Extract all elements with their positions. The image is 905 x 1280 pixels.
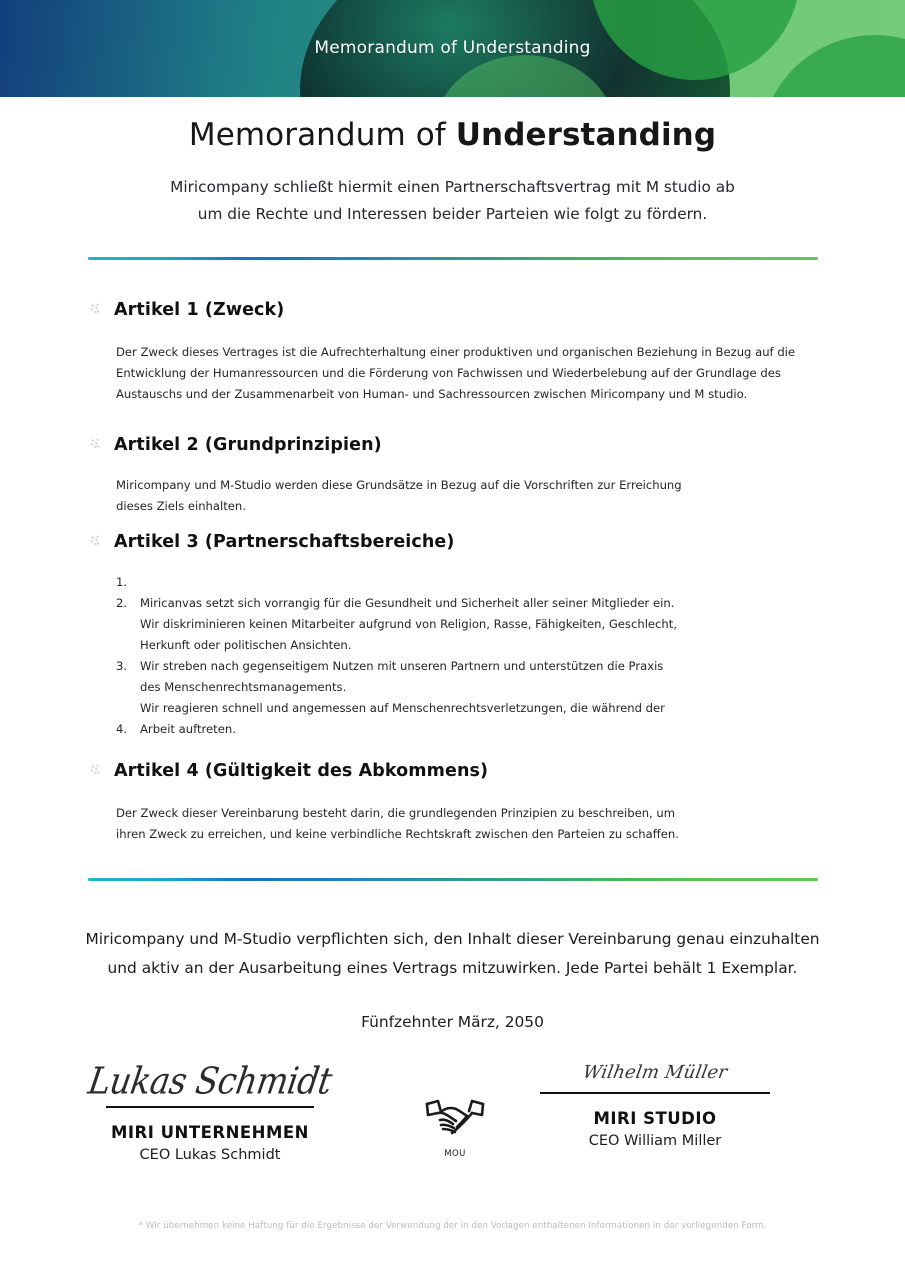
divider-bottom — [88, 878, 818, 881]
closing-line-2: und aktiv an der Ausarbeitung eines Vertrags mitzuwirken. Jede Partei behält 1 Exemplar. — [107, 959, 798, 977]
sparkle-icon — [89, 763, 107, 781]
list-marker-1: 1. — [116, 575, 128, 589]
closing-line-1: Miricompany und M-Studio verpflichten sich, den Inhalt dieser Vereinbarung genau einzuhalten — [85, 930, 820, 948]
sparkle-icon — [89, 437, 107, 455]
article-1-heading-text: Artikel 1 (Zweck) — [114, 300, 285, 320]
article-3-heading-text: Artikel 3 (Partnerschaftsbereiche) — [114, 532, 455, 552]
mou-logo — [415, 1095, 495, 1159]
handshake-icon — [419, 1095, 491, 1143]
signature-right-person: CEO William Miller — [588, 1132, 722, 1149]
subtitle-line-1: Miricompany schließt hiermit einen Partnerschaftsvertrag mit M studio ab — [170, 178, 735, 196]
article-3-heading — [0, 532, 905, 552]
signature-left-person: CEO Lukas Schmidt — [139, 1146, 281, 1163]
list-marker-4: 4. — [116, 722, 128, 736]
list-item: des Menschenrechtsmanagements. — [140, 680, 347, 694]
subtitle-line-2: um die Rechte und Interessen beider Parteien wie folgt zu fördern. — [197, 205, 708, 223]
list-item: Wir diskriminieren keinen Mitarbeiter aufgrund von Religion, Rasse, Fähigkeiten, Geschlecht, — [140, 617, 678, 631]
article-2-body-line-1: Miricompany und M-Studio werden diese Grundsätze in Bezug auf die Vorschriften zur Erreichung — [116, 478, 682, 492]
sparkle-icon — [89, 302, 107, 320]
signature-left-company: MIRI UNTERNEHMEN — [111, 1122, 309, 1142]
article-1-heading — [0, 300, 905, 320]
signature-left-script: Lukas Schmidt — [85, 1058, 335, 1103]
page-title-bold: Understanding — [455, 117, 717, 153]
article-1-body-line-1: Der Zweck dieses Vertrages ist die Aufrechterhaltung einer produktiven und organischen Beziehung in Bezug auf die — [116, 345, 796, 359]
list-item: Arbeit auftreten. — [140, 722, 236, 736]
list-marker-2: 2. — [116, 596, 128, 610]
list-item — [140, 572, 725, 593]
footer-disclaimer: * Wir übernehmen keine Haftung für die Ergebnisse der Verwendung der in den Vorlagen enthaltenen Informationen in der vorliegenden Form. — [138, 1221, 767, 1231]
article-2 — [0, 435, 905, 517]
list-item: Herkunft oder politischen Ansichten. — [140, 638, 352, 652]
page-title — [0, 117, 905, 153]
article-1-body-line-3: Austauschs und der Zusammenarbeit von Human- und Sachressourcen zwischen Miricompany und M studio. — [116, 387, 748, 401]
banner-title: Memorandum of Understanding — [314, 38, 591, 58]
list-marker-3: 3. — [116, 659, 128, 673]
signing-date: Fünfzehnter März, 2050 — [361, 1013, 544, 1031]
article-1 — [0, 300, 905, 405]
article-4-body-line-2: ihren Zweck zu erreichen, und keine verbindliche Rechtskraft zwischen den Parteien zu schaffen. — [116, 827, 679, 841]
signature-right-script: Wilhelm Müller — [581, 1062, 729, 1083]
closing-statement — [0, 925, 905, 983]
article-1-body-line-2: Entwicklung der Humanressourcen und die Förderung von Fachwissen und Wiederbelebung auf der Grundlage des — [116, 366, 781, 380]
article-1-body — [0, 342, 905, 405]
divider-top — [88, 257, 818, 260]
signature-block-right — [540, 1058, 770, 1149]
signature-block-left — [84, 1058, 336, 1163]
signature-right-company: MIRI STUDIO — [593, 1108, 717, 1128]
signature-right-rule — [540, 1092, 770, 1094]
article-2-body-line-2: dieses Ziels einhalten. — [116, 499, 246, 513]
article-2-heading — [0, 435, 905, 455]
document-subtitle — [0, 174, 905, 228]
article-4-heading-text: Artikel 4 (Gültigkeit des Abkommens) — [114, 761, 489, 781]
article-2-body — [0, 475, 905, 517]
article-3-list-lines — [116, 572, 905, 740]
list-item: Wir reagieren schnell und angemessen auf Menschenrechtsverletzungen, die während der — [140, 701, 665, 715]
article-3-list — [0, 572, 905, 740]
article-4-body-line-1: Der Zweck dieser Vereinbarung besteht darin, die grundlegenden Prinzipien zu beschreiben, um — [116, 806, 676, 820]
header-banner — [0, 0, 905, 97]
page-title-light: Memorandum of — [188, 117, 456, 153]
article-3 — [0, 532, 905, 740]
article-2-heading-text: Artikel 2 (Grundprinzipien) — [114, 435, 382, 455]
sparkle-icon — [89, 534, 107, 552]
article-4 — [0, 761, 905, 845]
list-item: Miricanvas setzt sich vorrangig für die Gesundheit und Sicherheit aller seiner Mitglieder ein. — [140, 596, 675, 610]
mou-logo-label: MOU — [444, 1149, 466, 1159]
article-4-body — [0, 803, 905, 845]
list-item: Wir streben nach gegenseitigem Nutzen mit unseren Partnern und unterstützen die Praxis — [140, 659, 664, 673]
article-4-heading — [0, 761, 905, 781]
